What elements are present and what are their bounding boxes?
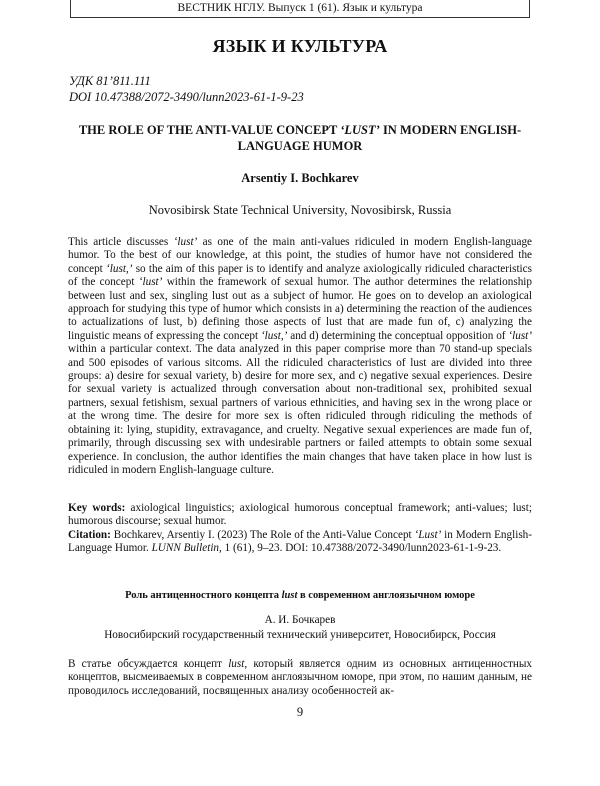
abstract-text: This article discusses	[68, 236, 174, 248]
abstract-term: ‘lust’	[508, 329, 533, 342]
abstract-text: as one of the main anti-values ridiculed in modern English-language humor. To the best of our knowledge, at this point, the studies of humor have not considered the concept	[68, 236, 533, 275]
ru-article-title	[0, 590, 600, 601]
keywords	[68, 502, 532, 529]
citation	[68, 529, 532, 556]
abstract-term: ‘lust,’	[106, 262, 133, 275]
author-affiliation: Novosibirsk State Technical University, Novosibirsk, Russia	[148, 203, 452, 217]
citation-text: Bochkarev, Arsentiy I. (2023) The Role of the Anti-Value Concept	[110, 528, 415, 541]
title-concept: ‘LUST’	[340, 123, 380, 137]
author-name: Arsentiy I. Bochkarev	[241, 171, 359, 185]
section-title: ЯЗЫК И КУЛЬТУРА	[212, 36, 388, 56]
abstract-term: ‘lust,’	[260, 329, 288, 342]
citation-term: ‘Lust’	[414, 528, 442, 541]
ru-title-part2: в современном англоязычном юморе	[297, 590, 475, 601]
abstract-text: and d) determining the conceptual opposition of	[287, 329, 509, 342]
title-part2: IN MODERN ENGLISH-LANGUAGE HUMOR	[237, 123, 522, 153]
abstract-text: within the framework of sexual humor. The author determines the relationship between lust and sex, singling lust out as a subject of humor. He goes on to develop an axiological approach for studying this type of humor which consists in a) determining the reaction of the audiences to actualizations of lust, b) defining those aspects of lust that are made fun of, c) analyzing the linguistic means of expressing the concept	[68, 276, 532, 342]
title-part1: THE ROLE OF THE ANTI-VALUE CONCEPT	[78, 123, 341, 137]
page-number: 9	[296, 705, 304, 719]
abstract-term: ‘lust’	[138, 276, 163, 289]
keywords-text: axiological linguistics; axiological humorous conceptual framework; anti-values; lust; humorous discourse; sexual humor.	[68, 502, 532, 528]
ru-title-part1: Роль антиценностного концепта	[125, 590, 282, 601]
citation-journal: LUNN Bulletin	[151, 542, 220, 555]
citation-text: , 1 (61), 9–23. DOI: 10.47388/2072-3490/lunn2023-61-1-9-23.	[219, 542, 502, 555]
ru-abstract-text: В статье обсуждается концепт	[68, 658, 229, 670]
citation-text: in Modern English-Language Humor.	[68, 528, 532, 555]
doi: DOI 10.47388/2072-3490/lunn2023-61-1-9-23	[69, 90, 304, 104]
abstract-term: ‘lust’	[173, 236, 198, 248]
ru-title-term: lust	[281, 590, 298, 601]
citation-label: Citation:	[68, 528, 111, 541]
ru-author-name: А. И. Бочкарев	[264, 614, 336, 626]
ru-abstract-text: , который является одним из основных антиценностных концептов, высмеиваемых в современном англоязычном юморе, при этом, по нашим данным, не проводилось исследований, посвященных анализу особенностей ак-	[68, 658, 532, 697]
ru-author-affiliation: Новосибирский государственный технический университет, Новосибирск, Россия	[104, 629, 496, 641]
keywords-label: Key words:	[68, 502, 126, 514]
abstract-text: so the aim of this paper is to identify and analyze axiologically ridiculed characteristics of the concept	[68, 262, 532, 289]
ru-abstract	[68, 658, 532, 698]
ru-abstract-term: lust	[228, 658, 245, 670]
abstract	[68, 236, 532, 477]
keywords-and-citation	[68, 502, 532, 556]
abstract-text: within a particular context. The data analyzed in this paper comprise more than 70 stand-up specials and 500 episodes of various sitcoms. All the ridiculed characteristics of lust are divided into three groups: a) desire for sexual variety, b) desire for more sex, and c) negative sexual experiences. Desire for sexual variety is actualized through conversation about non-traditional sex, prohibited sexual partners, sexual fetishism, sexual partners of various ethnicities, and having sex in the wrong place or at the wrong time. The desire for more sex is often ridiculed through ridiculing the methods of obtaining it: lying, stupidity, extravagance, and cruelty. Negative sexual experiences are made fun of, primarily, through discussing sex with undesirable partners or failed attempts to obtain some sexual experience. In conclusion, the author identifies the main changes that have taken place in how lust is ridiculed in modern English-language culture.	[68, 343, 532, 476]
article-meta	[69, 73, 304, 105]
journal-header: ВЕСТНИК НГЛУ. Выпуск 1 (61). Язык и культура	[70, 0, 530, 18]
article-title	[60, 122, 540, 154]
udc-code: УДК 81’811.111	[69, 74, 151, 88]
